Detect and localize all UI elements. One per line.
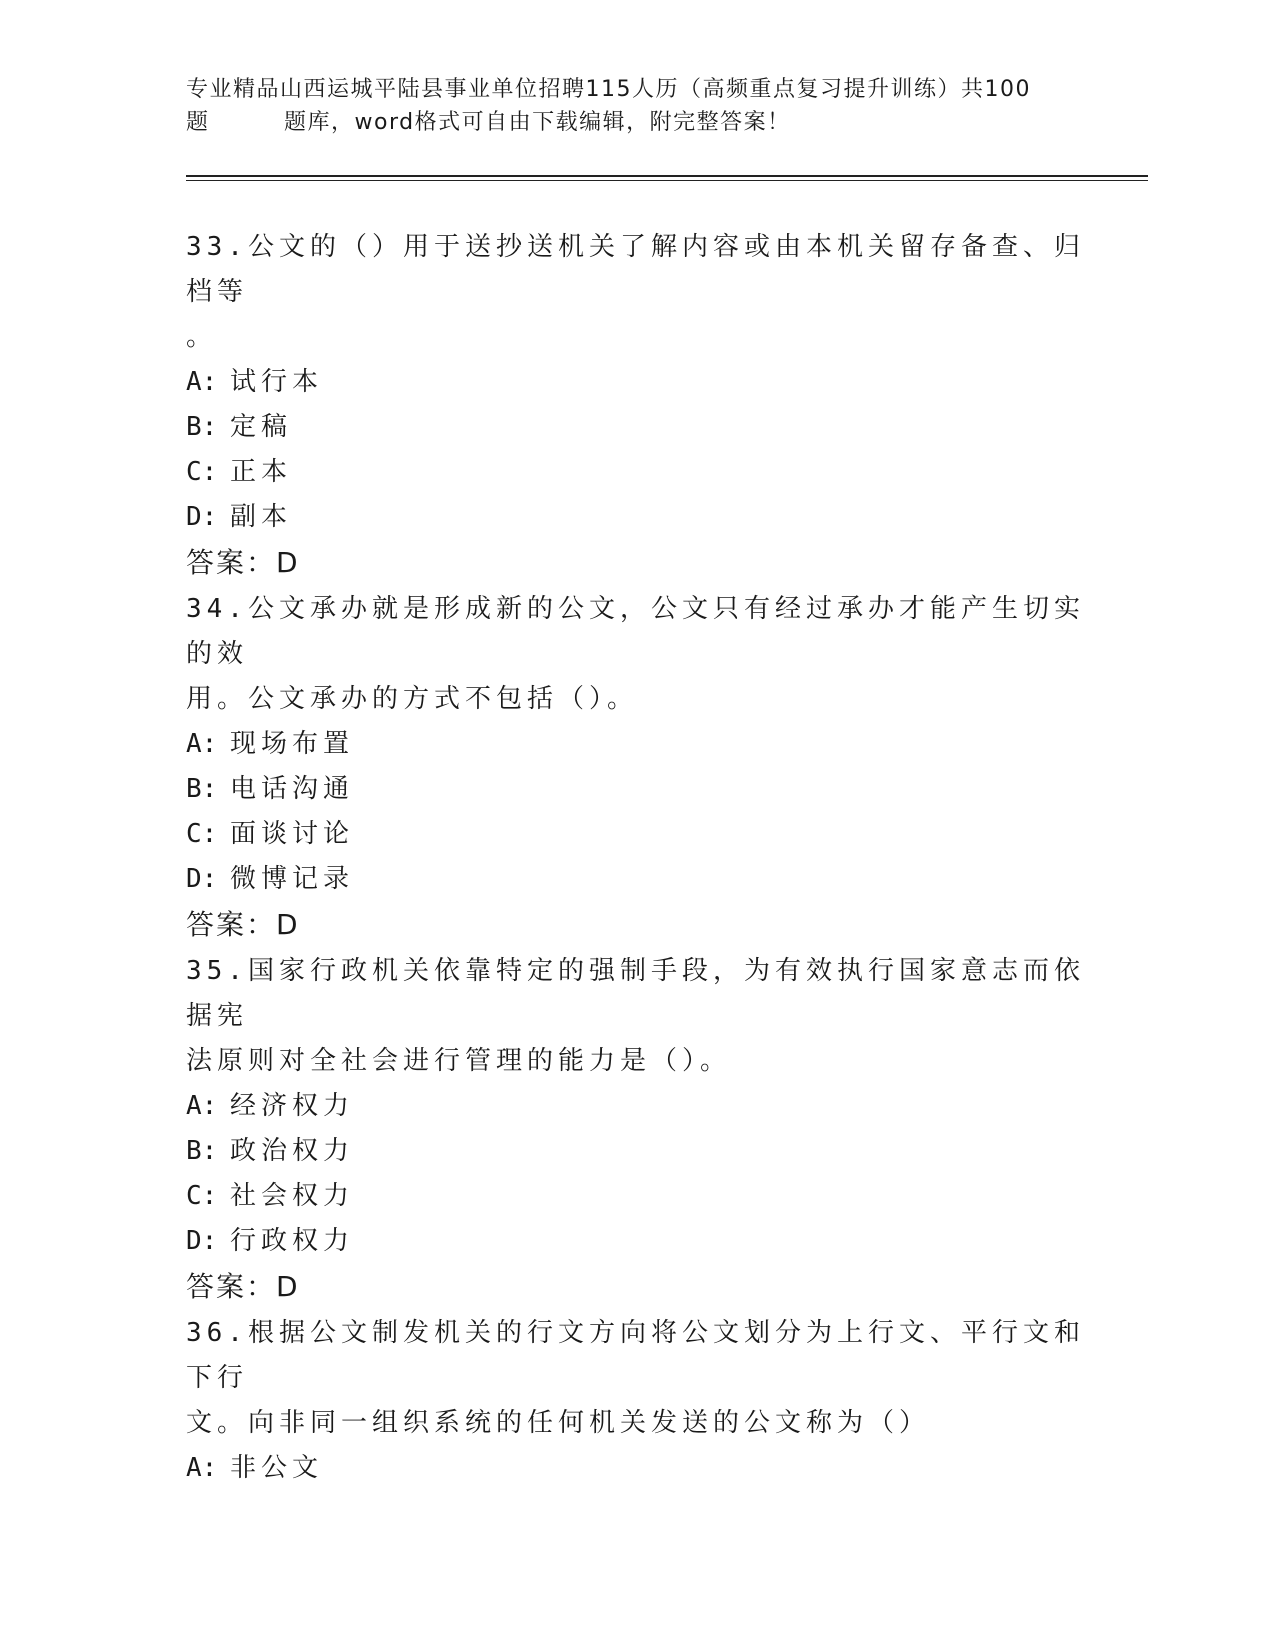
option-key: D: xyxy=(186,1226,218,1256)
option-text: 正本 xyxy=(230,457,293,487)
option-text: 经济权力 xyxy=(230,1091,355,1121)
option-c xyxy=(186,450,1086,495)
header-title-line2 xyxy=(186,106,1086,139)
option-key: D: xyxy=(186,864,218,894)
option-d xyxy=(186,1219,1086,1264)
option-key: A: xyxy=(186,1091,218,1121)
option-b xyxy=(186,767,1086,812)
option-text: 行政权力 xyxy=(230,1226,355,1256)
option-key: A: xyxy=(186,729,218,759)
header-divider-thick xyxy=(186,175,1148,177)
document-header xyxy=(186,73,1086,139)
option-d xyxy=(186,857,1086,902)
option-key: D: xyxy=(186,502,218,532)
header-divider-thin xyxy=(186,180,1148,181)
option-b xyxy=(186,405,1086,450)
question-36 xyxy=(186,1311,1086,1491)
option-text: 定稿 xyxy=(230,412,293,442)
option-a xyxy=(186,1084,1086,1129)
option-text: 面谈讨论 xyxy=(230,819,355,849)
answer-line: 答案：D xyxy=(186,1270,300,1303)
option-key: B: xyxy=(186,774,218,804)
option-key: B: xyxy=(186,1136,218,1166)
option-b xyxy=(186,1129,1086,1174)
option-text: 电话沟通 xyxy=(230,774,355,804)
question-stem-line1: 36.根据公文制发机关的行文方向将公文划分为上行文、平行文和下行 xyxy=(186,1318,1085,1393)
question-stem-line2: 。 xyxy=(186,322,218,352)
answer-line: 答案：D xyxy=(186,546,300,579)
question-34 xyxy=(186,587,1086,948)
question-stem-line2: 用。公文承办的方式不包括（）。 xyxy=(186,684,639,714)
option-key: C: xyxy=(186,1181,218,1211)
option-text: 试行本 xyxy=(230,367,324,397)
option-text: 现场布置 xyxy=(230,729,355,759)
question-stem-line2: 文。向非同一组织系统的任何机关发送的公文称为（） xyxy=(186,1408,931,1438)
question-33 xyxy=(186,225,1086,586)
option-d xyxy=(186,495,1086,540)
option-text: 副本 xyxy=(230,502,293,532)
question-stem-line1: 33.公文的（）用于送抄送机关了解内容或由本机关留存备查、归档等 xyxy=(186,232,1085,307)
option-c xyxy=(186,812,1086,857)
option-text: 微博记录 xyxy=(230,864,355,894)
option-text: 社会权力 xyxy=(230,1181,355,1211)
option-text: 政治权力 xyxy=(230,1136,355,1166)
option-key: C: xyxy=(186,457,218,487)
header-title-line2-start: 题 xyxy=(186,110,210,135)
option-c xyxy=(186,1174,1086,1219)
question-stem-line2: 法原则对全社会进行管理的能力是（）。 xyxy=(186,1046,732,1076)
option-key: B: xyxy=(186,412,218,442)
option-a xyxy=(186,722,1086,767)
option-key: A: xyxy=(186,367,218,397)
answer-line: 答案：D xyxy=(186,908,300,941)
option-a xyxy=(186,360,1086,405)
question-stem-line1: 35.国家行政机关依靠特定的强制手段，为有效执行国家意志而依据宪 xyxy=(186,956,1085,1031)
header-title-line2-end: 题库，word格式可自由下载编辑，附完整答案！ xyxy=(284,110,791,135)
option-key: C: xyxy=(186,819,218,849)
question-35 xyxy=(186,949,1086,1310)
question-stem-line1: 34.公文承办就是形成新的公文，公文只有经过承办才能产生切实的效 xyxy=(186,594,1085,669)
header-title-line1: 专业精品山西运城平陆县事业单位招聘115人历（高频重点复习提升训练）共100 xyxy=(186,77,1031,102)
option-a xyxy=(186,1446,1086,1491)
option-key: A: xyxy=(186,1453,218,1483)
option-text: 非公文 xyxy=(230,1453,324,1483)
